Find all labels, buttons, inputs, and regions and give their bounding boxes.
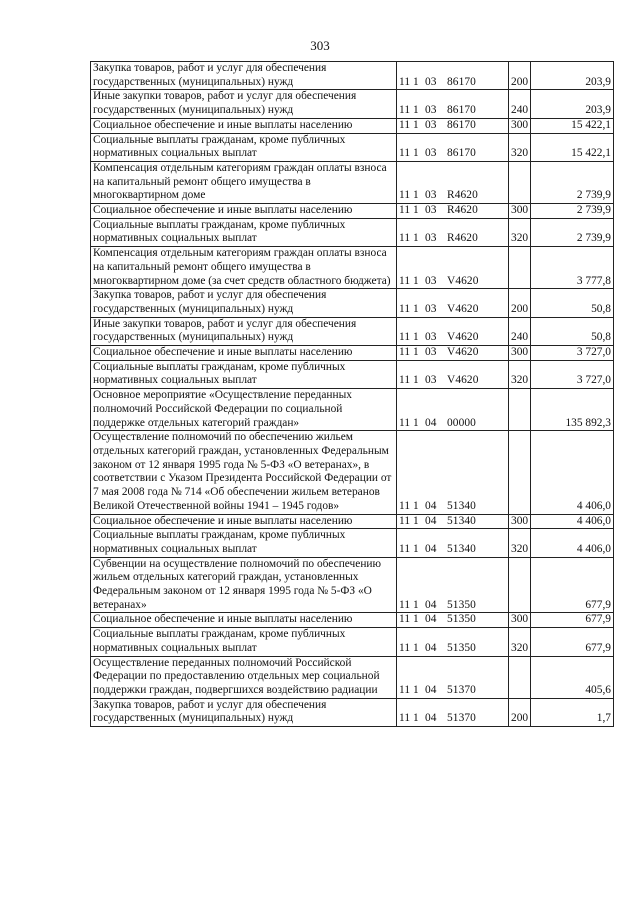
code-direction: R4620 xyxy=(447,204,478,217)
row-amount: 50,8 xyxy=(531,317,614,345)
row-expense-type: 320 xyxy=(509,360,531,388)
table-row xyxy=(91,656,614,698)
code-program: 11 xyxy=(399,542,411,555)
row-name: Иные закупки товаров, работ и услуг для обеспечения государственных (муниципальных) нужд xyxy=(91,90,397,118)
code-program: 11 xyxy=(399,204,411,217)
row-expense-type: 300 xyxy=(509,204,531,219)
code-subprogram: 1 xyxy=(413,641,419,654)
code-event: 03 xyxy=(425,331,437,344)
code-subprogram: 1 xyxy=(413,542,419,555)
row-amount: 677,9 xyxy=(531,628,614,656)
row-amount: 3 777,8 xyxy=(531,247,614,289)
row-amount: 405,6 xyxy=(531,656,614,698)
row-name: Социальное обеспечение и иные выплаты населению xyxy=(91,346,397,361)
code-subprogram: 1 xyxy=(413,147,419,160)
table-row xyxy=(91,389,614,431)
row-expense-type: 320 xyxy=(509,218,531,246)
row-name: Социальные выплаты гражданам, кроме публичных нормативных социальных выплат xyxy=(91,218,397,246)
row-expense-type xyxy=(509,656,531,698)
code-program: 11 xyxy=(399,147,411,160)
table-row xyxy=(91,529,614,557)
row-expense-type xyxy=(509,557,531,613)
code-subprogram: 1 xyxy=(413,274,419,287)
table-row xyxy=(91,289,614,317)
row-codes xyxy=(397,133,509,161)
code-program: 11 xyxy=(399,683,411,696)
row-codes xyxy=(397,529,509,557)
table-row xyxy=(91,613,614,628)
code-subprogram: 1 xyxy=(413,499,419,512)
row-name: Социальное обеспечение и иные выплаты населению xyxy=(91,613,397,628)
row-expense-type: 300 xyxy=(509,613,531,628)
code-event: 04 xyxy=(425,613,437,626)
row-expense-type: 320 xyxy=(509,133,531,161)
code-subprogram: 1 xyxy=(413,346,419,359)
code-direction: V4620 xyxy=(447,274,479,287)
code-program: 11 xyxy=(399,189,411,202)
code-event: 04 xyxy=(425,712,437,725)
row-expense-type xyxy=(509,431,531,514)
table-row xyxy=(91,431,614,514)
code-program: 11 xyxy=(399,118,411,131)
code-direction: 51340 xyxy=(447,542,476,555)
code-event: 03 xyxy=(425,204,437,217)
row-name: Осуществление переданных полномочий Российской Федерации по предоставлению отдельных мер социальной поддержки граждан, подвергшихся воздействию радиации xyxy=(91,656,397,698)
table-row xyxy=(91,514,614,529)
table-row xyxy=(91,161,614,203)
code-program: 11 xyxy=(399,374,411,387)
code-subprogram: 1 xyxy=(413,598,419,611)
row-amount: 2 739,9 xyxy=(531,161,614,203)
code-direction: V4620 xyxy=(447,302,479,315)
row-codes xyxy=(397,218,509,246)
row-expense-type: 320 xyxy=(509,529,531,557)
code-direction: V4620 xyxy=(447,331,479,344)
row-expense-type: 300 xyxy=(509,346,531,361)
code-direction: 51350 xyxy=(447,613,476,626)
row-name: Иные закупки товаров, работ и услуг для обеспечения государственных (муниципальных) нужд xyxy=(91,317,397,345)
code-program: 11 xyxy=(399,598,411,611)
row-expense-type: 200 xyxy=(509,62,531,90)
page-number: 303 xyxy=(310,38,330,53)
row-codes xyxy=(397,204,509,219)
row-expense-type: 320 xyxy=(509,628,531,656)
row-name: Социальные выплаты гражданам, кроме публичных нормативных социальных выплат xyxy=(91,360,397,388)
row-codes xyxy=(397,62,509,90)
row-amount: 3 727,0 xyxy=(531,346,614,361)
code-event: 04 xyxy=(425,641,437,654)
code-subprogram: 1 xyxy=(413,104,419,117)
code-direction: 51370 xyxy=(447,712,476,725)
code-program: 11 xyxy=(399,104,411,117)
code-event: 03 xyxy=(425,302,437,315)
row-amount: 203,9 xyxy=(531,62,614,90)
row-codes xyxy=(397,613,509,628)
row-amount: 4 406,0 xyxy=(531,514,614,529)
row-codes xyxy=(397,90,509,118)
row-expense-type xyxy=(509,161,531,203)
code-program: 11 xyxy=(399,641,411,654)
code-event: 03 xyxy=(425,274,437,287)
row-codes xyxy=(397,431,509,514)
row-amount: 4 406,0 xyxy=(531,529,614,557)
row-expense-type: 200 xyxy=(509,289,531,317)
code-subprogram: 1 xyxy=(413,118,419,131)
code-subprogram: 1 xyxy=(413,232,419,245)
row-amount: 677,9 xyxy=(531,557,614,613)
table-row xyxy=(91,698,614,726)
row-amount: 15 422,1 xyxy=(531,118,614,133)
row-amount: 4 406,0 xyxy=(531,431,614,514)
code-subprogram: 1 xyxy=(413,514,419,527)
code-subprogram: 1 xyxy=(413,302,419,315)
code-subprogram: 1 xyxy=(413,331,419,344)
table-row xyxy=(91,204,614,219)
table-row xyxy=(91,557,614,613)
row-expense-type: 200 xyxy=(509,698,531,726)
code-direction: 51370 xyxy=(447,683,476,696)
row-expense-type xyxy=(509,247,531,289)
table-row xyxy=(91,118,614,133)
row-expense-type: 300 xyxy=(509,514,531,529)
row-name: Субвенции на осуществление полномочий по обеспечению жильем отдельных категорий граждан, установленных Федеральным законом от 12 января 1995 года № 5-ФЗ «О ветеранах» xyxy=(91,557,397,613)
row-amount: 677,9 xyxy=(531,613,614,628)
row-codes xyxy=(397,698,509,726)
code-event: 03 xyxy=(425,147,437,160)
row-amount: 1,7 xyxy=(531,698,614,726)
code-program: 11 xyxy=(399,331,411,344)
code-event: 03 xyxy=(425,346,437,359)
row-codes xyxy=(397,628,509,656)
table-row xyxy=(91,360,614,388)
code-direction: 51340 xyxy=(447,514,476,527)
code-event: 03 xyxy=(425,118,437,131)
row-expense-type: 240 xyxy=(509,317,531,345)
table-row xyxy=(91,90,614,118)
row-name: Социальное обеспечение и иные выплаты населению xyxy=(91,204,397,219)
code-event: 04 xyxy=(425,683,437,696)
table-row xyxy=(91,317,614,345)
row-name: Закупка товаров, работ и услуг для обеспечения государственных (муниципальных) нужд xyxy=(91,698,397,726)
row-codes xyxy=(397,360,509,388)
code-direction: 86170 xyxy=(447,147,476,160)
row-name: Социальные выплаты гражданам, кроме публичных нормативных социальных выплат xyxy=(91,133,397,161)
row-amount: 3 727,0 xyxy=(531,360,614,388)
row-amount: 2 739,9 xyxy=(531,218,614,246)
row-name: Компенсация отдельным категориям граждан оплаты взноса на капитальный ремонт общего имущества в многоквартирном доме xyxy=(91,161,397,203)
row-codes xyxy=(397,118,509,133)
table-row xyxy=(91,133,614,161)
row-amount: 50,8 xyxy=(531,289,614,317)
code-program: 11 xyxy=(399,416,411,429)
code-event: 03 xyxy=(425,75,437,88)
row-name: Социальное обеспечение и иные выплаты населению xyxy=(91,514,397,529)
row-name: Закупка товаров, работ и услуг для обеспечения государственных (муниципальных) нужд xyxy=(91,289,397,317)
row-codes xyxy=(397,656,509,698)
row-codes xyxy=(397,289,509,317)
code-event: 03 xyxy=(425,189,437,202)
code-subprogram: 1 xyxy=(413,613,419,626)
budget-table xyxy=(90,61,614,727)
row-name: Закупка товаров, работ и услуг для обеспечения государственных (муниципальных) нужд xyxy=(91,62,397,90)
code-event: 04 xyxy=(425,499,437,512)
row-codes xyxy=(397,346,509,361)
code-subprogram: 1 xyxy=(413,189,419,202)
row-codes xyxy=(397,247,509,289)
row-amount: 15 422,1 xyxy=(531,133,614,161)
budget-table-body xyxy=(91,62,614,727)
code-direction: 51350 xyxy=(447,641,476,654)
code-program: 11 xyxy=(399,274,411,287)
row-amount: 2 739,9 xyxy=(531,204,614,219)
row-codes xyxy=(397,389,509,431)
code-subprogram: 1 xyxy=(413,416,419,429)
code-event: 03 xyxy=(425,374,437,387)
code-event: 03 xyxy=(425,232,437,245)
code-program: 11 xyxy=(399,75,411,88)
table-row xyxy=(91,346,614,361)
row-expense-type xyxy=(509,389,531,431)
row-name: Социальные выплаты гражданам, кроме публичных нормативных социальных выплат xyxy=(91,628,397,656)
code-subprogram: 1 xyxy=(413,683,419,696)
row-amount: 203,9 xyxy=(531,90,614,118)
code-program: 11 xyxy=(399,613,411,626)
code-program: 11 xyxy=(399,346,411,359)
row-codes xyxy=(397,317,509,345)
code-direction: V4620 xyxy=(447,346,479,359)
code-direction: 86170 xyxy=(447,75,476,88)
table-row xyxy=(91,218,614,246)
code-direction: 86170 xyxy=(447,118,476,131)
code-event: 04 xyxy=(425,542,437,555)
table-row xyxy=(91,62,614,90)
code-direction: 51350 xyxy=(447,598,476,611)
row-expense-type: 300 xyxy=(509,118,531,133)
code-direction: 00000 xyxy=(447,416,476,429)
code-program: 11 xyxy=(399,232,411,245)
row-name: Социальные выплаты гражданам, кроме публичных нормативных социальных выплат xyxy=(91,529,397,557)
code-event: 04 xyxy=(425,416,437,429)
table-row xyxy=(91,628,614,656)
row-codes xyxy=(397,161,509,203)
row-name: Основное мероприятие «Осуществление переданных полномочий Российской Федерации по социальной поддержке отдельных категорий граждан» xyxy=(91,389,397,431)
code-program: 11 xyxy=(399,712,411,725)
code-direction: R4620 xyxy=(447,232,478,245)
code-direction: V4620 xyxy=(447,374,479,387)
code-direction: 86170 xyxy=(447,104,476,117)
table-row xyxy=(91,247,614,289)
code-subprogram: 1 xyxy=(413,75,419,88)
row-amount: 135 892,3 xyxy=(531,389,614,431)
code-event: 04 xyxy=(425,598,437,611)
code-program: 11 xyxy=(399,302,411,315)
code-event: 04 xyxy=(425,514,437,527)
row-codes xyxy=(397,557,509,613)
code-subprogram: 1 xyxy=(413,712,419,725)
code-program: 11 xyxy=(399,514,411,527)
code-direction: R4620 xyxy=(447,189,478,202)
code-program: 11 xyxy=(399,499,411,512)
row-expense-type: 240 xyxy=(509,90,531,118)
row-name: Социальное обеспечение и иные выплаты населению xyxy=(91,118,397,133)
row-codes xyxy=(397,514,509,529)
code-direction: 51340 xyxy=(447,499,476,512)
code-event: 03 xyxy=(425,104,437,117)
code-subprogram: 1 xyxy=(413,204,419,217)
row-name: Компенсация отдельным категориям граждан оплаты взноса на капитальный ремонт общего имущества в многоквартирном доме (за счет средств областного бюджета) xyxy=(91,247,397,289)
row-name: Осуществление полномочий по обеспечению жильем отдельных категорий граждан, установленных Федеральным законом от 12 января 1995 года № 5-ФЗ «О ветеранах», в соответствии с Указом Президента Российской Федерации от 7 мая 2008 года № 714 «Об обеспечении жильем ветеранов Великой Отечественной войны 1941 – 1945 годов» xyxy=(91,431,397,514)
code-subprogram: 1 xyxy=(413,374,419,387)
